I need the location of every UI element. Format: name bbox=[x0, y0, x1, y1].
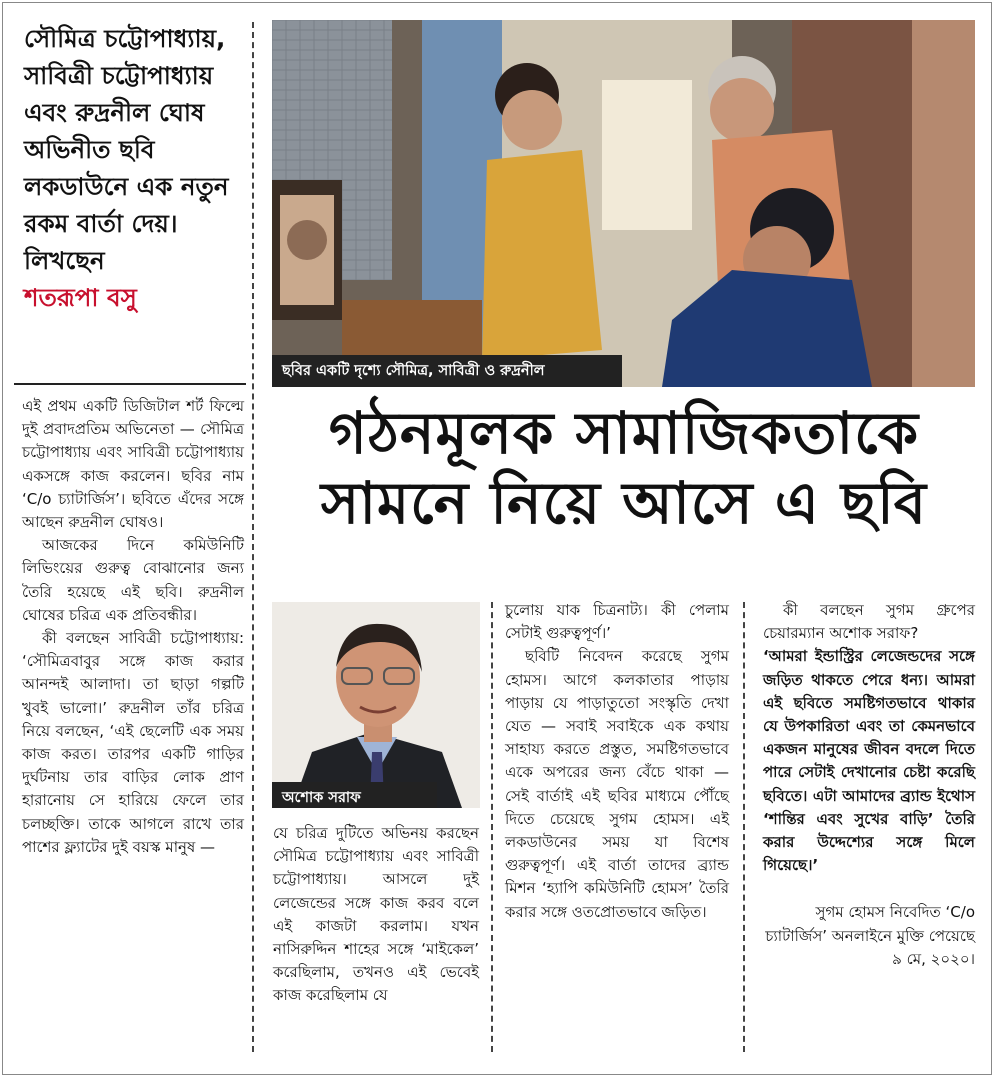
author-name: শতরূপা বসু bbox=[24, 283, 137, 312]
portrait-caption: অশোক সরাফ bbox=[272, 782, 437, 808]
article-column-2 bbox=[273, 822, 479, 1008]
column-divider bbox=[491, 602, 493, 1052]
paragraph: আজকের দিনে কমিউনিটি লিভিংয়ের গুরুত্ব বোঝানোর জন্য তৈরি হয়েছে এই ছবি। রুদ্রনীল ঘোষের চরিত্র এক প্রতিবন্ধীর। bbox=[22, 536, 244, 624]
paragraph: ছবিটি নিবেদন করেছে সুগম হোমস। আগে কলকাতার পাড়ায় পাড়ায় যে পাড়াতুতো সংস্কৃতি দেখা যেত — সবাই সবাইকে এক কথায় সাহায্য করতে প্রস্তুত, সমষ্টিগতভাবে একে অপরের জন্য বেঁচে থাকা — সেই বার্তাই এই ছবির মাধ্যমে পৌঁছে দিতে চেয়েছে সুগম হোমস। এই লকডাউনের সময় যা বিশেষ গুরুত্বপূর্ণ। এই বার্তা তাদের ব্র্যান্ড মিশন ‘হ্যাপি কমিউনিটি হোমস’ তৈরি করার সঙ্গে ওতপ্রোতভাবে জড়িত। bbox=[505, 647, 729, 921]
scene-photo-illustration bbox=[272, 20, 975, 387]
paragraph: এই প্রথম একটি ডিজিটাল শর্ট ফিল্মে দুই প্রবাদপ্রতিম অভিনেতা — সৌমিত্র চট্টোপাধ্যায় এবং সাবিত্রী চট্টোপাধ্যায় একসঙ্গে কাজ করলেন। ছবির নাম ‘C/o চ্যাটার্জিস’। ছবিতে এঁদের সঙ্গে আছেন রুদ্রনীল ঘোষও। bbox=[22, 397, 244, 532]
intro-blurb bbox=[24, 20, 244, 316]
headline-line: গঠনমূলক সামাজিকতাকে bbox=[328, 399, 920, 467]
article-column-4 bbox=[763, 599, 975, 971]
headline-line: সামনে নিয়ে আসে এ ছবি bbox=[320, 469, 928, 537]
intro-rule bbox=[14, 383, 246, 385]
column-divider bbox=[252, 22, 254, 1052]
paragraph: যে চরিত্র দুটিতে অভিনয় করছেন সৌমিত্র চট্টোপাধ্যায় এবং সাবিত্রী চট্টোপাধ্যায়। আসলে দুই লেজেন্ডের সঙ্গে কাজ করব বলে এই কাজটা করলাম। যখন নাসিরুদ্দিন শাহের সঙ্গে ‘মাইকেল’ করেছিলাম, তখনও এই ভেবেই কাজ করেছিলাম যে bbox=[273, 824, 479, 1005]
portrait-illustration bbox=[272, 602, 480, 808]
headline bbox=[272, 398, 976, 538]
paragraph: কী বলছেন সুগম গ্রুপের চেয়ারম্যান অশোক সরাফ? bbox=[763, 601, 975, 643]
portrait-photo bbox=[272, 602, 480, 808]
quote-paragraph: ‘আমরা ইন্ডাস্ট্রির লেজেন্ডদের সঙ্গে জড়িত থাকতে পেরে ধন্য। আমরা এই ছবিতে সমষ্টিগতভাবে থাকার যে উপকারিতা এবং তা কেমনভাবে একজন মানুষের জীবন বদলে দিতে পারে সেটাই দেখানোর চেষ্টা করেছি ছবিতে। এটা আমাদের ব্র্যান্ড ইথোস ‘শান্তির এবং সুখের বাড়ি’ তৈরি করার উদ্দেশ্যের সঙ্গে মিলে গিয়েছে।’ bbox=[763, 647, 975, 875]
paragraph: চুলোয় যাক চিত্রনাট্য। কী পেলাম সেটাই গুরুত্বপূর্ণ।’ bbox=[505, 601, 729, 643]
article-column-1 bbox=[22, 395, 244, 859]
column-divider bbox=[743, 602, 745, 1052]
article-column-3 bbox=[505, 599, 729, 924]
paragraph: কী বলছেন সাবিত্রী চট্টোপাধ্যায়: ‘সৌমিত্রবাবুর সঙ্গে কাজ করার আনন্দই আলাদা। তা ছাড়া গল্পটি খুবই ভালো।’ রুদ্রনীল তাঁর চরিত্র নিয়ে বলছেন, ‘এই ছেলেটি এক সময় কাজ করত। তারপর একটি গাড়ির দুর্ঘটনায় তার বাড়ির লোক প্রাণ হারানোয় সে হারিয়ে ফেলে তার চলচ্ছক্তি। তাকে আগলে রাখে তার পাশের ফ্ল্যাটের দুই বয়স্ক মানুষ — bbox=[22, 629, 244, 856]
scene-photo bbox=[272, 20, 975, 387]
photo-caption: ছবির একটি দৃশ্যে সৌমিত্র, সাবিত্রী ও রুদ্রনীল bbox=[272, 355, 622, 387]
intro-text: সৌমিত্র চট্টোপাধ্যায়, সাবিত্রী চট্টোপাধ্যায় এবং রুদ্রনীল ঘোষ অভিনীত ছবি লকডাউনে এক নতুন রকম বার্তা দেয়। লিখছেন bbox=[24, 24, 229, 275]
release-note: সুগম হোমস নিবেদিত ‘C/o চ্যাটার্জিস’ অনলাইনে মুক্তি পেয়েছে ৯ মে, ২০২০। bbox=[765, 903, 975, 968]
